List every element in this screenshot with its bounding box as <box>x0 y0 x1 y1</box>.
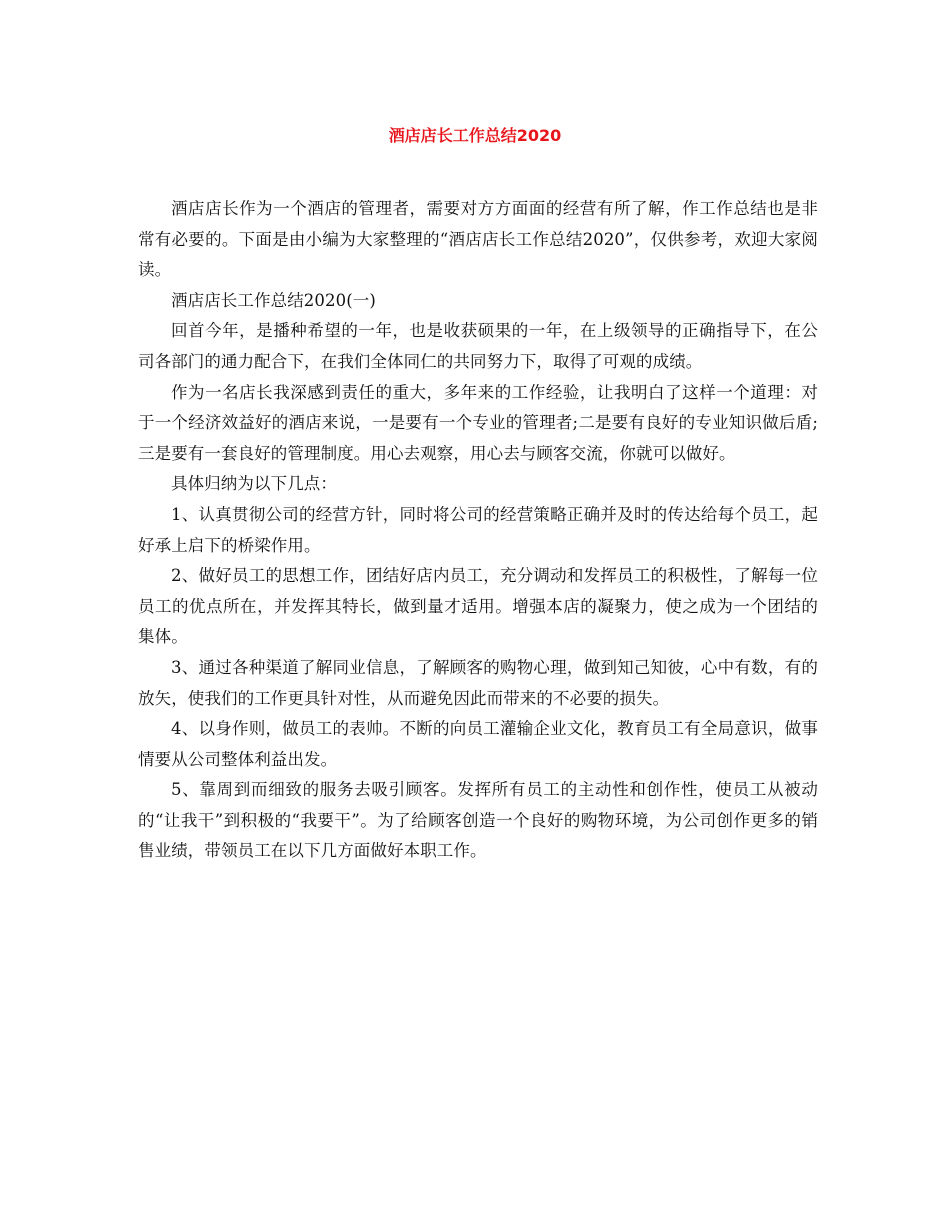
section-heading: 酒店店长工作总结2020(一) <box>171 290 376 310</box>
body-paragraph: 作为一名店长我深感到责任的重大，多年来的工作经验，让我明白了这样一个道理：对于一个经济效益好的酒店来说，一是要有一个专业的管理者;二是要有良好的专业知识做后盾;三是要有一套良好的管理制度。用心去观察，用心去与顾客交流，你就可以做好。 <box>138 382 818 463</box>
document-body <box>138 194 818 867</box>
document-title: 酒店店长工作总结2020 <box>388 126 562 145</box>
list-item: 5、靠周到而细致的服务去吸引顾客。发挥所有员工的主动性和创作性，使员工从被动的“让我干”到积极的“我要干”。为了给顾客创造一个良好的购物环境，为公司创作更多的销售业绩，带领员工在以下几方面做好本职工作。 <box>138 780 818 861</box>
list-item: 3、通过各种渠道了解同业信息，了解顾客的购物心理，做到知己知彼，心中有数，有的放矢，使我们的工作更具针对性，从而避免因此而带来的不必要的损失。 <box>138 657 818 708</box>
list-intro: 具体归纳为以下几点： <box>171 474 337 494</box>
body-paragraph: 回首今年，是播种希望的一年，也是收获硕果的一年，在上级领导的正确指导下，在公司各部门的通力配合下，在我们全体同仁的共同努力下，取得了可观的成绩。 <box>138 321 818 371</box>
list-item: 1、认真贯彻公司的经营方针，同时将公司的经营策略正确并及时的传达给每个员工，起好承上启下的桥梁作用。 <box>138 504 818 555</box>
list-item: 2、做好员工的思想工作，团结好店内员工，充分调动和发挥员工的积极性，了解每一位员工的优点所在，并发挥其特长，做到量才适用。增强本店的凝聚力，使之成为一个团结的集体。 <box>138 566 818 647</box>
intro-paragraph: 酒店店长作为一个酒店的管理者，需要对方方面面的经营有所了解，作工作总结也是非常有必要的。下面是由小编为大家整理的“酒店店长工作总结2020”，仅供参考，欢迎大家阅读。 <box>138 199 818 280</box>
list-item: 4、以身作则，做员工的表帅。不断的向员工灌输企业文化，教育员工有全局意识，做事情要从公司整体利益出发。 <box>138 719 818 769</box>
